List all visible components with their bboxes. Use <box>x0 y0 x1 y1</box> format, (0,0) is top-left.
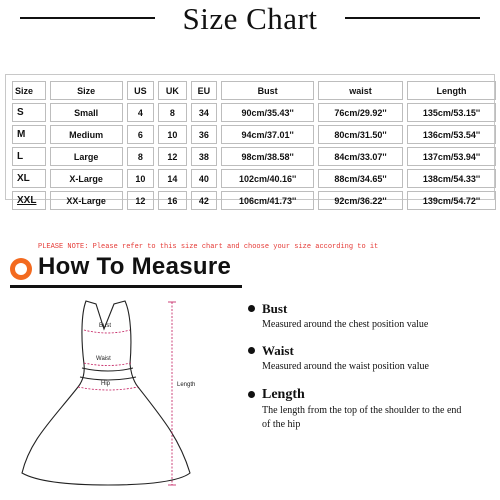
column-header: UK <box>158 81 187 100</box>
table-cell: 40 <box>191 169 218 188</box>
waist-band <box>82 368 133 371</box>
bust-label: Bust <box>99 323 112 329</box>
table-cell: L <box>12 147 46 166</box>
column-header: Length <box>407 81 496 100</box>
title-rule-right <box>345 17 480 19</box>
table-cell: XXL <box>12 191 46 210</box>
table-cell: Small <box>50 103 123 122</box>
measure-item-name: Bust <box>262 301 288 316</box>
heading-underline <box>10 285 242 288</box>
size-note: PLEASE NOTE: Please refer to this size chart and choose your size according to it <box>38 243 379 251</box>
measure-item-name: Waist <box>262 343 294 358</box>
table-cell: 90cm/35.43'' <box>221 103 314 122</box>
size-table <box>8 78 500 213</box>
table-row <box>12 147 496 166</box>
table-cell: 138cm/54.33'' <box>407 169 496 188</box>
table-cell: 84cm/33.07'' <box>318 147 403 166</box>
table-cell: 10 <box>127 169 155 188</box>
table-cell: 80cm/31.50'' <box>318 125 403 144</box>
page-title: Size Chart <box>182 1 318 36</box>
measure-item-description: Measured around the chest position value <box>262 319 429 330</box>
table-cell: 14 <box>158 169 187 188</box>
column-header: US <box>127 81 155 100</box>
table-cell: 42 <box>191 191 218 210</box>
table-row <box>12 103 496 122</box>
bust-measure-line <box>84 330 130 333</box>
table-row <box>12 169 496 188</box>
bullet-icon <box>248 391 255 398</box>
how-to-measure-title: How To Measure <box>38 253 232 280</box>
column-header: Bust <box>221 81 314 100</box>
table-cell: 94cm/37.01'' <box>221 125 314 144</box>
column-header: Size <box>12 81 46 100</box>
table-cell: S <box>12 103 46 122</box>
length-label: Length <box>177 382 196 388</box>
measure-item-description: Measured around the waist position value <box>262 361 429 372</box>
table-cell: 8 <box>127 147 155 166</box>
table-cell: 6 <box>127 125 155 144</box>
table-cell: XX-Large <box>50 191 123 210</box>
bullet-icon <box>248 305 255 312</box>
table-row <box>12 191 496 210</box>
table-row <box>12 125 496 144</box>
measure-item-description: The length from the top of the shoulder to the end of the hip <box>262 405 462 430</box>
table-cell: 92cm/36.22'' <box>318 191 403 210</box>
table-cell: XL <box>12 169 46 188</box>
waist-band <box>80 377 136 380</box>
table-cell: 135cm/53.15'' <box>407 103 496 122</box>
table-cell: 36 <box>191 125 218 144</box>
size-chart-header <box>0 0 500 38</box>
table-cell: 10 <box>158 125 187 144</box>
table-cell: 88cm/34.65'' <box>318 169 403 188</box>
table-cell: Large <box>50 147 123 166</box>
table-cell: 12 <box>127 191 155 210</box>
table-cell: 98cm/38.58'' <box>221 147 314 166</box>
table-cell: 34 <box>191 103 218 122</box>
ring-icon <box>10 258 32 280</box>
table-cell: X-Large <box>50 169 123 188</box>
table-cell: 12 <box>158 147 187 166</box>
table-cell: 76cm/29.92'' <box>318 103 403 122</box>
table-cell: 102cm/40.16'' <box>221 169 314 188</box>
table-cell: 106cm/41.73'' <box>221 191 314 210</box>
hip-label: Hip <box>101 381 111 387</box>
hip-measure-line <box>78 387 138 390</box>
table-cell: 16 <box>158 191 187 210</box>
table-cell: M <box>12 125 46 144</box>
table-cell: Medium <box>50 125 123 144</box>
waist-label: Waist <box>96 356 111 362</box>
table-cell: 8 <box>158 103 187 122</box>
table-cell: 137cm/53.94'' <box>407 147 496 166</box>
column-header: waist <box>318 81 403 100</box>
bullet-icon <box>248 347 255 354</box>
measure-item-name: Length <box>262 387 305 402</box>
table-cell: 38 <box>191 147 218 166</box>
column-header: EU <box>191 81 218 100</box>
dress-diagram <box>0 290 230 500</box>
table-cell: 139cm/54.72'' <box>407 191 496 210</box>
table-cell: 136cm/53.54'' <box>407 125 496 144</box>
measure-item-bust <box>248 301 428 332</box>
waist-measure-line <box>84 363 131 366</box>
measure-item-length <box>248 387 462 432</box>
table-header-row <box>12 81 496 100</box>
measure-item-waist <box>248 343 429 374</box>
column-header: Size <box>50 81 123 100</box>
table-cell: 4 <box>127 103 155 122</box>
